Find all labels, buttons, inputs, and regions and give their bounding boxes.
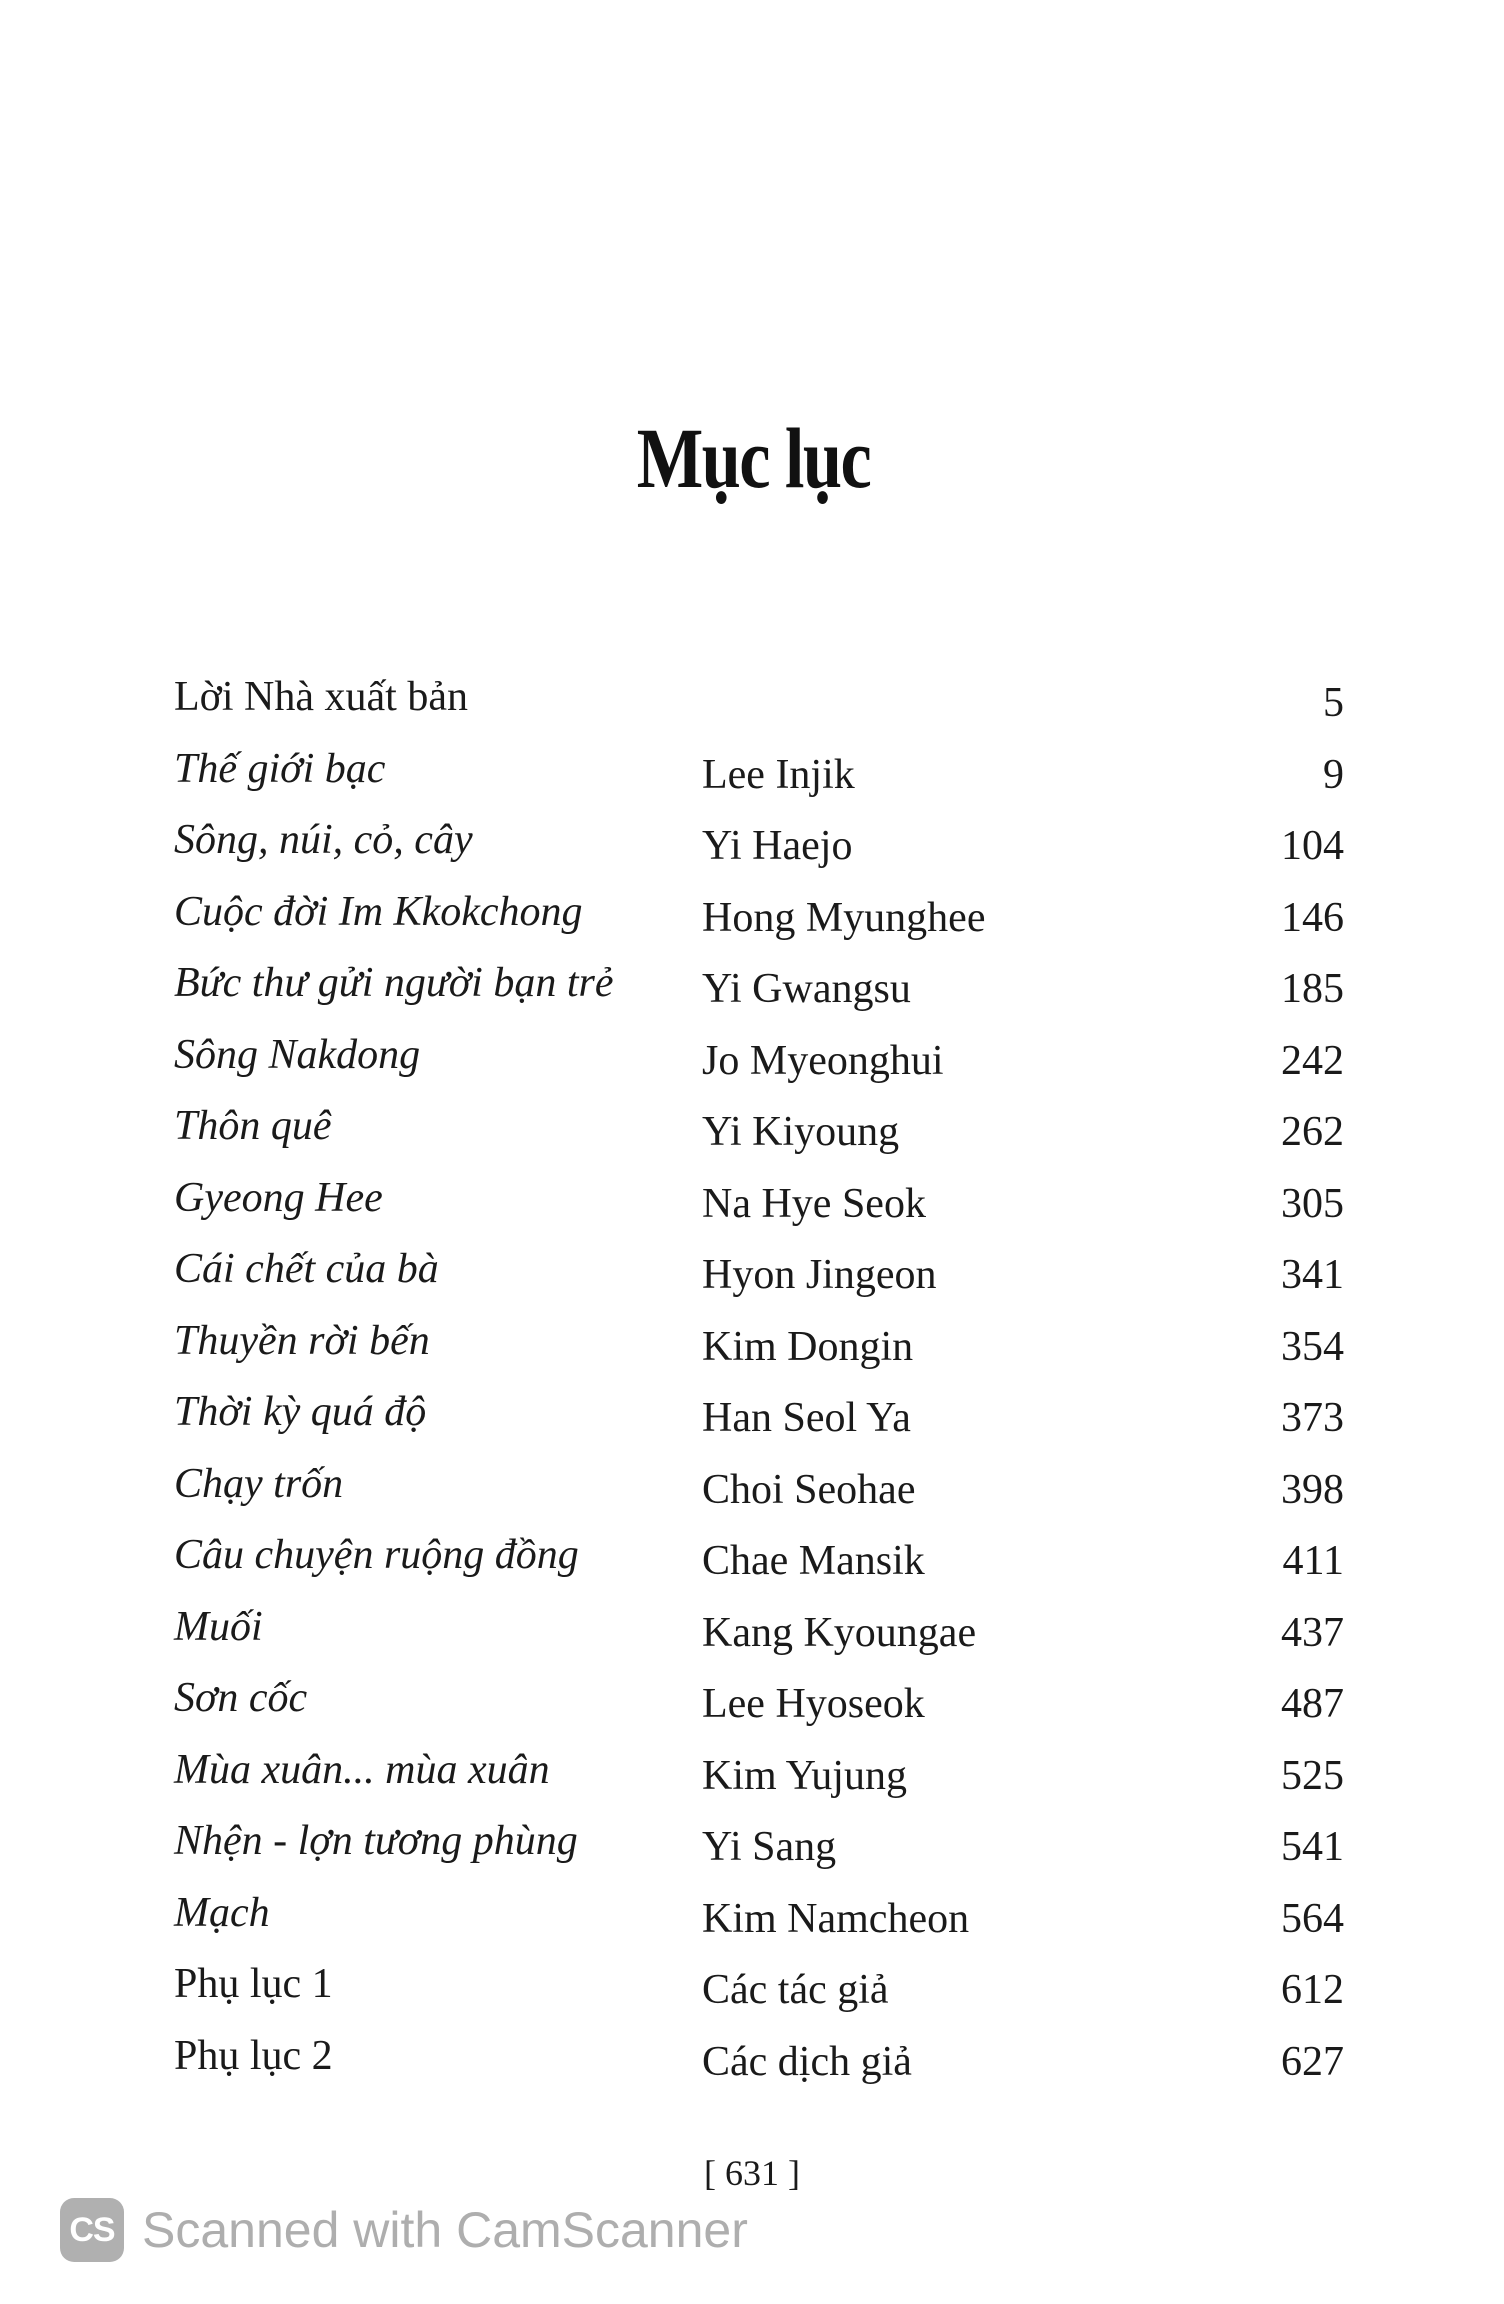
toc-entry-page: 146 bbox=[1281, 894, 1344, 941]
toc-entry-page: 411 bbox=[1282, 1538, 1344, 1584]
toc-entry-page: 9 bbox=[1323, 751, 1344, 798]
toc-entry-author: Hyon Jingeon bbox=[702, 1252, 937, 1298]
toc-entry-author: Kim Yujung bbox=[702, 1752, 907, 1799]
toc-entry-title: Phụ lục 1 bbox=[174, 1961, 333, 2007]
toc-row bbox=[174, 1306, 1344, 1378]
toc-entry-page: 242 bbox=[1281, 1037, 1344, 1084]
toc-entry-title: Thuyền rời bến bbox=[174, 1317, 430, 1364]
toc-entry-page: 398 bbox=[1281, 1466, 1344, 1513]
toc-row bbox=[174, 877, 1344, 949]
toc-entry-page: 5 bbox=[1323, 680, 1344, 726]
toc-entry-page: 627 bbox=[1281, 2038, 1344, 2085]
toc-entry-title: Sông Nakdong bbox=[174, 1031, 421, 1078]
toc-entry-title: Thôn quê bbox=[174, 1103, 332, 1149]
toc-entry-author: Na Hye Seok bbox=[702, 1180, 926, 1227]
toc-entry-page: 305 bbox=[1281, 1180, 1344, 1227]
toc-entry-title: Cái chết của bà bbox=[174, 1246, 439, 1292]
toc-entry-author: Lee Injik bbox=[702, 751, 855, 798]
toc-entry-title: Sơn cốc bbox=[174, 1675, 308, 1721]
toc-entry-title: Gyeong Hee bbox=[174, 1174, 383, 1221]
toc-row bbox=[174, 1234, 1344, 1306]
toc-row bbox=[174, 1663, 1344, 1735]
toc-row bbox=[174, 1806, 1344, 1878]
toc-row bbox=[174, 948, 1344, 1020]
toc-entry-author: Lee Hyoseok bbox=[702, 1681, 925, 1727]
toc-row bbox=[174, 1091, 1344, 1163]
toc-entry-page: 341 bbox=[1281, 1252, 1344, 1298]
toc-entry-author: Các tác giả bbox=[702, 1967, 889, 2013]
toc-entry-page: 262 bbox=[1281, 1109, 1344, 1155]
toc-entry-page: 104 bbox=[1281, 823, 1344, 869]
camscanner-logo-icon: CS bbox=[60, 2198, 124, 2262]
toc-entry-page: 185 bbox=[1281, 966, 1344, 1012]
toc-entry-title: Mạch bbox=[174, 1889, 270, 1936]
toc-entry-page: 564 bbox=[1281, 1895, 1344, 1942]
toc-entry-title: Thế giới bạc bbox=[174, 745, 386, 792]
toc-entry-author: Yi Sang bbox=[702, 1824, 837, 1870]
toc-row bbox=[174, 1163, 1344, 1235]
toc-entry-page: 373 bbox=[1281, 1395, 1344, 1441]
toc-entry-page: 541 bbox=[1281, 1824, 1344, 1870]
toc-entry-title: Phụ lục 2 bbox=[174, 2032, 333, 2079]
toc-entry-page: 487 bbox=[1281, 1681, 1344, 1727]
toc-entry-title: Thời kỳ quá độ bbox=[174, 1389, 427, 1435]
toc-entry-author: Các dịch giả bbox=[702, 2038, 912, 2085]
page-number: [ 631 ] bbox=[704, 2153, 800, 2193]
toc-entry-title: Lời Nhà xuất bản bbox=[174, 674, 468, 720]
toc-entry-author: Choi Seohae bbox=[702, 1466, 916, 1513]
toc-entry-author: Yi Gwangsu bbox=[702, 966, 911, 1012]
toc-entry-author: Hong Myunghee bbox=[702, 894, 986, 941]
toc-entry-author: Kim Namcheon bbox=[702, 1895, 970, 1942]
toc-entry-page: 354 bbox=[1281, 1323, 1344, 1370]
toc-row bbox=[174, 805, 1344, 877]
toc-row bbox=[174, 1520, 1344, 1592]
toc-entry-title: Mùa xuân... mùa xuân bbox=[174, 1746, 550, 1793]
toc-row bbox=[174, 662, 1344, 734]
toc-entry-title: Bức thư gửi người bạn trẻ bbox=[174, 960, 614, 1006]
toc-row bbox=[174, 734, 1344, 806]
toc-row bbox=[174, 1949, 1344, 2021]
toc-row bbox=[174, 1735, 1344, 1807]
toc-row bbox=[174, 2021, 1344, 2093]
toc-row bbox=[174, 1449, 1344, 1521]
toc-entry-title: Nhện - lợn tương phùng bbox=[174, 1818, 578, 1864]
toc-row bbox=[174, 1592, 1344, 1664]
toc-entry-page: 612 bbox=[1281, 1967, 1344, 2013]
toc-entry-title: Chạy trốn bbox=[174, 1460, 344, 1507]
toc-entry-author: Chae Mansik bbox=[702, 1538, 925, 1584]
toc-entry-title: Muối bbox=[174, 1603, 263, 1650]
toc-entry-title: Câu chuyện ruộng đồng bbox=[174, 1532, 579, 1578]
toc-row bbox=[174, 1377, 1344, 1449]
table-of-contents bbox=[174, 662, 1344, 2092]
watermark-text: Scanned with CamScanner bbox=[142, 2202, 748, 2258]
toc-entry-page: 437 bbox=[1281, 1609, 1344, 1656]
toc-entry-author: Han Seol Ya bbox=[702, 1395, 911, 1441]
toc-entry-author: Kim Dongin bbox=[702, 1323, 914, 1370]
toc-entry-title: Cuộc đời Im Kkokchong bbox=[174, 888, 583, 935]
toc-entry-author: Jo Myeonghui bbox=[702, 1037, 944, 1084]
camscanner-watermark bbox=[60, 2190, 748, 2270]
toc-entry-title: Sông, núi, cỏ, cây bbox=[174, 817, 473, 863]
toc-row bbox=[174, 1878, 1344, 1950]
toc-row bbox=[174, 1020, 1344, 1092]
toc-entry-author: Yi Kiyoung bbox=[702, 1109, 900, 1155]
toc-entry-author: Yi Haejo bbox=[702, 823, 853, 869]
toc-entry-page: 525 bbox=[1281, 1752, 1344, 1799]
toc-entry-author: Kang Kyoungae bbox=[702, 1609, 977, 1656]
page-title: Mục lục bbox=[636, 409, 871, 506]
